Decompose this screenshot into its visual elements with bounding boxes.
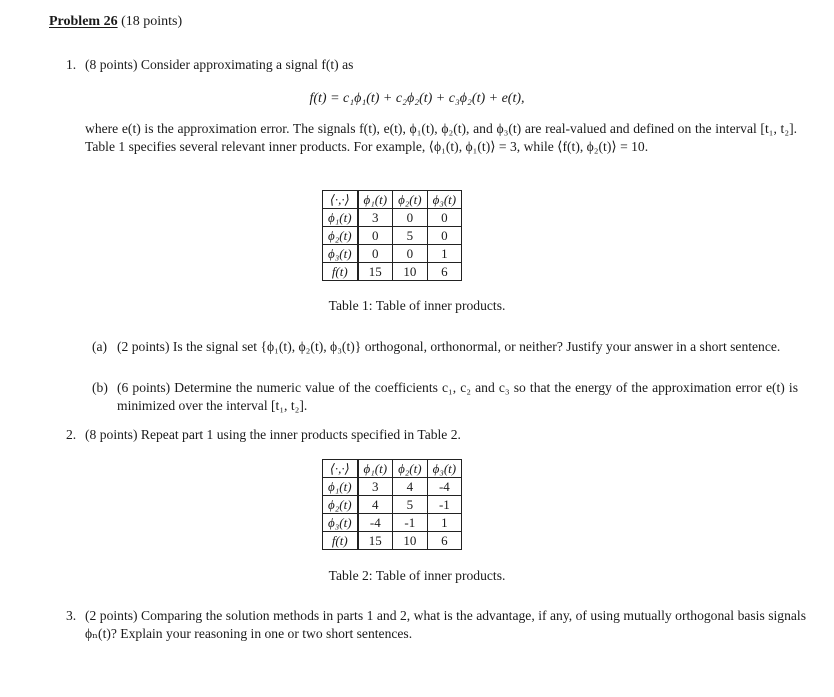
question-3-text: (2 points) Comparing the solution methods in parts 1 and 2, what is the advantage, if any, of using mutually orthogonal basis signals ϕₙ(t)? Explain your reasoning in one or two short sentences. — [85, 608, 806, 641]
table-cell: 0 — [358, 245, 393, 263]
table-1-caption: Table 1: Table of inner products. — [328, 298, 506, 313]
table-cell: 0 — [358, 227, 393, 245]
table-cell: 4 — [393, 478, 428, 496]
table-row — [323, 263, 462, 281]
table-cell: -4 — [427, 478, 462, 496]
table-cell: -1 — [427, 496, 462, 514]
column-header: ϕ₁(t) — [358, 460, 393, 478]
question-1-intro: (8 points) Consider approximating a signal f(t) as — [85, 57, 354, 72]
table-cell: 0 — [393, 245, 428, 263]
column-header: ϕ₂(t) — [393, 191, 428, 209]
part-a-label: (a) — [92, 339, 108, 354]
row-header: ϕ₁(t) — [323, 209, 358, 227]
inner-product-table-2 — [322, 459, 462, 550]
table-cell: 1 — [427, 514, 462, 532]
row-header: ϕ₃(t) — [323, 514, 358, 532]
table-corner: ⟨·,·⟩ — [323, 191, 358, 209]
table-cell: 15 — [358, 263, 393, 281]
question-2-text: (8 points) Repeat part 1 using the inner products specified in Table 2. — [85, 427, 461, 442]
table-cell: -4 — [358, 514, 393, 532]
table-cell: 5 — [393, 496, 428, 514]
table-cell: 10 — [393, 263, 428, 281]
table-cell: -1 — [393, 514, 428, 532]
table-corner: ⟨·,·⟩ — [323, 460, 358, 478]
question-3-number: 3. — [66, 608, 77, 623]
question-1-number: 1. — [66, 57, 77, 72]
question-3 — [66, 607, 806, 643]
row-header: ϕ₁(t) — [323, 478, 358, 496]
column-header: ϕ₂(t) — [393, 460, 428, 478]
table-cell: 6 — [427, 263, 462, 281]
table-row — [323, 532, 462, 550]
row-header: f(t) — [323, 532, 358, 550]
column-header: ϕ₃(t) — [427, 460, 462, 478]
table-cell: 10 — [393, 532, 428, 550]
row-header: f(t) — [323, 263, 358, 281]
table-cell: 3 — [358, 209, 393, 227]
column-header: ϕ₁(t) — [358, 191, 393, 209]
table-cell: 3 — [358, 478, 393, 496]
column-header: ϕ₃(t) — [427, 191, 462, 209]
approximation-equation: f(t) = c₁ϕ₁(t) + c₂ϕ₂(t) + c₃ϕ₂(t) + e(t), — [309, 91, 525, 106]
part-b-label: (b) — [92, 380, 108, 395]
part-b-text: (6 points) Determine the numeric value of the coefficients c₁, c₂ and c₃ so that the energy of the approximation error e(t) is minimized over the interval [t₁, t₂]. — [117, 380, 798, 413]
table-row — [323, 514, 462, 532]
row-header: ϕ₂(t) — [323, 227, 358, 245]
row-header: ϕ₂(t) — [323, 496, 358, 514]
problem-heading — [49, 13, 182, 31]
table-row — [323, 496, 462, 514]
table-cell: 0 — [427, 209, 462, 227]
table-cell: 6 — [427, 532, 462, 550]
table-row — [323, 209, 462, 227]
table-row — [323, 245, 462, 263]
table-cell: 4 — [358, 496, 393, 514]
question-1 — [66, 56, 806, 74]
problem-points: (18 points) — [121, 14, 183, 29]
part-b — [92, 379, 798, 415]
table-header-row — [323, 460, 462, 478]
question-1-paragraph: where e(t) is the approximation error. The signals f(t), e(t), ϕ₁(t), ϕ₂(t), and ϕ₃(t) are real-valued and defined on the interval [t₁, t₂]. Table 1 specifies several relevant inner products. For example, ⟨ϕ₁(t), ϕ₁(t)⟩ = 3, while ⟨f(t), ϕ₂(t)⟩ = 10. — [85, 121, 797, 154]
table-cell: 15 — [358, 532, 393, 550]
question-2 — [66, 426, 806, 444]
problem-title: Problem 26 — [49, 14, 118, 29]
part-a — [92, 338, 798, 356]
inner-product-table-1 — [322, 190, 462, 281]
table-cell: 1 — [427, 245, 462, 263]
part-a-text: (2 points) Is the signal set {ϕ₁(t), ϕ₂(t), ϕ₃(t)} orthogonal, orthonormal, or neither? Justify your answer in a short sentence. — [117, 339, 781, 354]
question-2-number: 2. — [66, 427, 77, 442]
table-cell: 5 — [393, 227, 428, 245]
table-cell: 0 — [393, 209, 428, 227]
table-row — [323, 478, 462, 496]
table-header-row — [323, 191, 462, 209]
table-row — [323, 227, 462, 245]
row-header: ϕ₃(t) — [323, 245, 358, 263]
table-cell: 0 — [427, 227, 462, 245]
table-2-caption: Table 2: Table of inner products. — [328, 568, 506, 583]
